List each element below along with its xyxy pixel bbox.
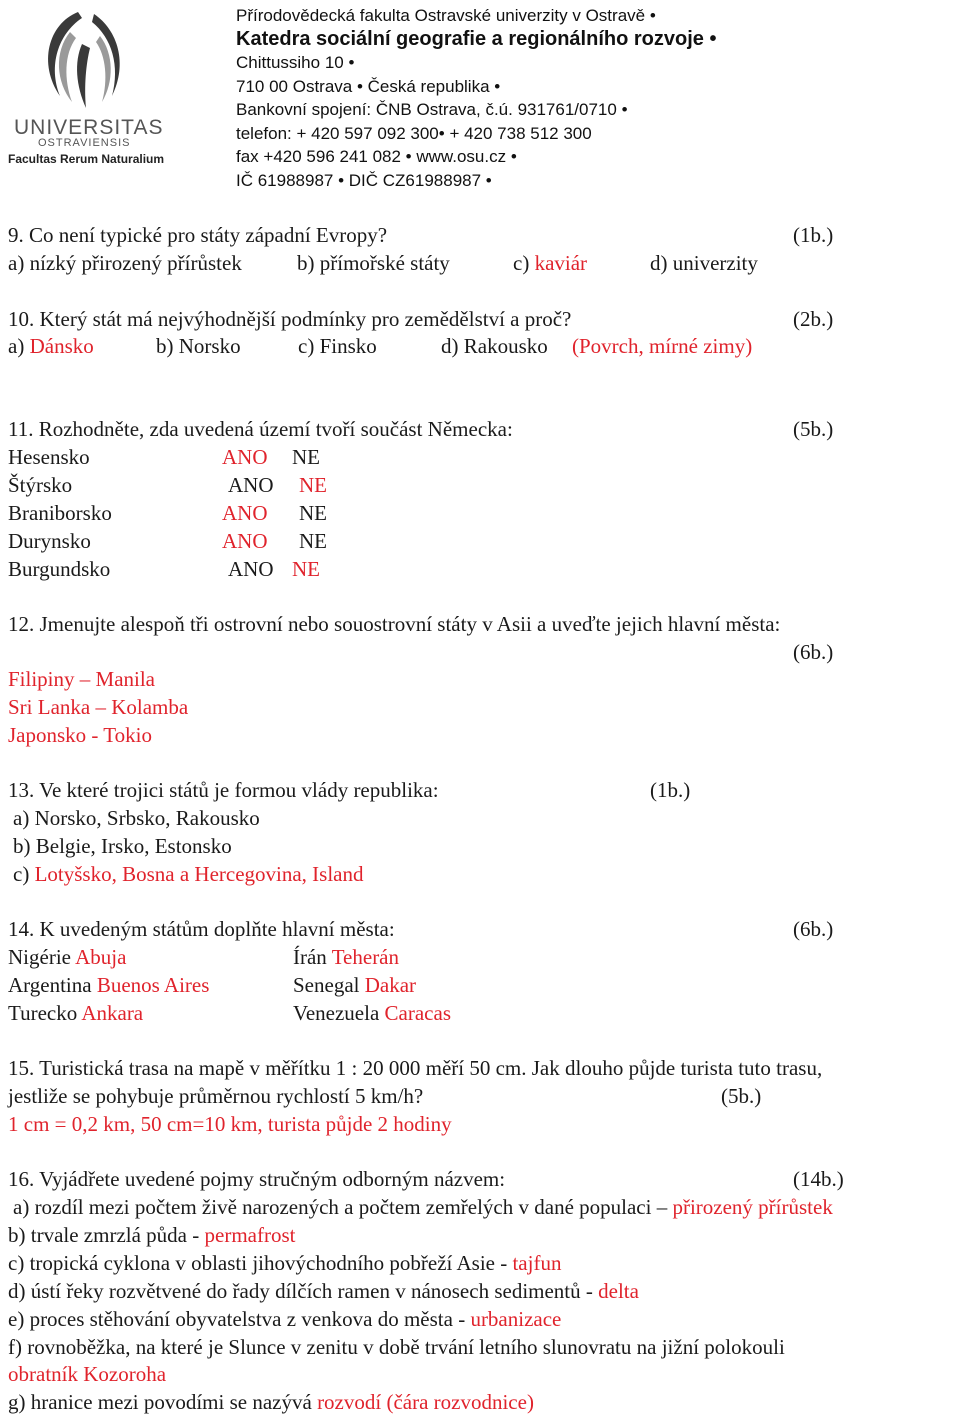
q15-question-line1: 15. Turistická trasa na mapě v měřítku 1 : 20 000 měří 50 cm. Jak dlouho půjde turista tuto trasu, [8, 1056, 823, 1080]
q16-item-b: b) trvale zmrzlá půda - permafrost [8, 1223, 296, 1247]
q16-answer-g: rozvodí (čára rozvodnice) [317, 1390, 534, 1414]
q11-option-ne: NE [299, 501, 327, 525]
q13-answer: Lotyšsko, Bosna a Hercegovina, Island [34, 862, 364, 886]
q16-item-g: g) hranice mezi povodími se nazývá rozvodí (čára rozvodnice) [8, 1390, 534, 1414]
q9-answer: kaviár [534, 251, 588, 275]
q11-option-ne: NE [292, 557, 320, 581]
q14-pair-left [8, 1000, 143, 1026]
q16-answer-c: tajfun [512, 1251, 562, 1275]
q12-answer-1: Filipiny – Manila [8, 667, 155, 691]
q14-capital: Abuja [75, 945, 127, 969]
q9-question: 9. Co není typické pro státy západní Evropy? [8, 223, 388, 247]
q16-item-f: f) rovnoběžka, na které je Slunce v zenitu v době trvání letního slunovratu na jižní polokouli [8, 1335, 785, 1359]
q11-option-ano: ANO [222, 445, 268, 469]
q14-capital: Dakar [364, 973, 417, 997]
q11-territory-name: Burgundsko [8, 557, 111, 581]
q12-question: 12. Jmenujte alespoň tři ostrovní nebo souostrovní státy v Asii a uveďte jejich hlavní města: [8, 612, 781, 636]
q14-pair-right [293, 1000, 451, 1026]
q12-answer-2: Sri Lanka – Kolamba [8, 695, 189, 719]
q10-question: 10. Který stát má nejvýhodnější podmínky pro zemědělství a proč? [8, 307, 572, 331]
q15-points: (5b.) [721, 1084, 762, 1108]
q13-option-b: b) Belgie, Irsko, Estonsko [13, 834, 232, 858]
q16-item-d: d) ústí řeky rozvětvené do řady dílčích ramen v nánosech sedimentů - delta [8, 1279, 639, 1303]
q16-item-e: e) proces stěhování obyvatelstva z venkova do města - urbanizace [8, 1307, 562, 1331]
department-name: Katedra sociální geografie a regionálního rozvoje • [236, 27, 717, 50]
faculty-name: Přírodovědecká fakulta Ostravské univerzity v Ostravě • [236, 6, 656, 25]
q14-pair-right [293, 944, 399, 970]
q14-state: Senegal [293, 973, 360, 997]
q10-reason: (Povrch, mírné zimy) [572, 334, 753, 358]
q12-points: (6b.) [793, 640, 834, 664]
q15-question-line2: jestliže se pohybuje průměrnou rychlostí 5 km/h? [8, 1084, 424, 1108]
q14-pair-left [8, 944, 126, 970]
q10-option-d: d) Rakousko [441, 334, 548, 358]
q11-option-ano: ANO [228, 557, 274, 581]
q14-points: (6b.) [793, 917, 834, 941]
q10-option-c: c) Finsko [298, 334, 377, 358]
q11-option-ano: ANO [228, 473, 274, 497]
letterhead [236, 4, 716, 192]
q13-option-c: c) Lotyšsko, Bosna a Hercegovina, Island [13, 862, 364, 886]
q11-territory-name: Hesensko [8, 445, 90, 469]
phone-info: telefon: + 420 597 092 300• + 420 738 512 300 [236, 123, 592, 143]
q14-pair-left [8, 972, 209, 998]
q11-question: 11. Rozhodněte, zda uvedená území tvoří součást Německa: [8, 417, 513, 441]
q14-state: Turecko [8, 1001, 78, 1025]
logo-subtitle: OSTRAVIENSIS [38, 137, 131, 149]
q16-answer-a: přirozený přírůstek [672, 1195, 833, 1219]
q11-territory-name: Durynsko [8, 529, 91, 553]
q14-state: Nigérie [8, 945, 71, 969]
q16-answer-f: obratník Kozoroha [8, 1362, 167, 1386]
q15-answer: 1 cm = 0,2 km, 50 cm=10 km, turista půjde 2 hodiny [8, 1112, 452, 1136]
q14-capital: Teherán [331, 945, 400, 969]
q11-option-ano: ANO [222, 501, 268, 525]
q11-option-ne: NE [292, 445, 320, 469]
q14-capital: Buenos Aires [96, 973, 210, 997]
tax-id-info: IČ 61988987 • DIČ CZ61988987 • [236, 170, 492, 190]
fax-web-info: fax +420 596 241 082 • www.osu.cz • [236, 147, 517, 166]
q16-item-c: c) tropická cyklona v oblasti jihovýchodního pobřeží Asie - tajfun [8, 1251, 562, 1275]
q14-state: Írán [293, 945, 327, 969]
q16-points: (14b.) [793, 1167, 844, 1191]
q13-points: (1b.) [650, 778, 691, 802]
q16-item-a: a) rozdíl mezi počtem živě narozených a počtem zemřelých v dané populaci – přirozený přírůstek [13, 1195, 833, 1219]
q11-territory-name: Štýrsko [8, 473, 73, 497]
q9-option-b: b) přímořské státy [297, 251, 450, 275]
q9-option-d: d) univerzity [650, 251, 758, 275]
q9-option-c: c) kaviár [513, 251, 588, 275]
q16-answer-d: delta [598, 1279, 639, 1303]
address-city: 710 00 Ostrava • Česká republika • [236, 76, 501, 96]
q10-answer: Dánsko [29, 334, 94, 358]
q11-option-ne: NE [299, 529, 327, 553]
q11-option-ne: NE [299, 473, 327, 497]
logo-faculty: Facultas Rerum Naturalium [8, 152, 165, 166]
q13-question: 13. Ve které trojici států je formou vlády republika: [8, 778, 439, 802]
q14-state: Argentina [8, 973, 92, 997]
logo-title: UNIVERSITAS [14, 116, 164, 139]
q9-points: (1b.) [793, 223, 834, 247]
q14-state: Venezuela [293, 1001, 380, 1025]
q11-points: (5b.) [793, 417, 834, 441]
q11-territory-name: Braniborsko [8, 501, 112, 525]
q10-option-a: a) Dánsko [8, 334, 94, 358]
q14-capital: Ankara [81, 1001, 144, 1025]
q16-question: 16. Vyjádřete uvedené pojmy stručným odborným názvem: [8, 1167, 506, 1191]
q16-answer-b: permafrost [204, 1223, 296, 1247]
q16-answer-e: urbanizace [470, 1307, 562, 1331]
q10-points: (2b.) [793, 307, 834, 331]
q11-option-ano: ANO [222, 529, 268, 553]
q14-pair-right [293, 972, 416, 998]
q14-capital: Caracas [384, 1001, 451, 1025]
q13-option-a: a) Norsko, Srbsko, Rakousko [13, 806, 260, 830]
q10-option-b: b) Norsko [156, 334, 241, 358]
q12-answer-3: Japonsko - Tokio [8, 723, 152, 747]
bank-info: Bankovní spojení: ČNB Ostrava, č.ú. 931761/0710 • [236, 100, 628, 119]
q9-option-a: a) nízký přirozený přírůstek [8, 251, 242, 275]
q14-question: 14. K uvedeným státům doplňte hlavní města: [8, 917, 395, 941]
address-street: Chittussiho 10 • [236, 53, 355, 72]
